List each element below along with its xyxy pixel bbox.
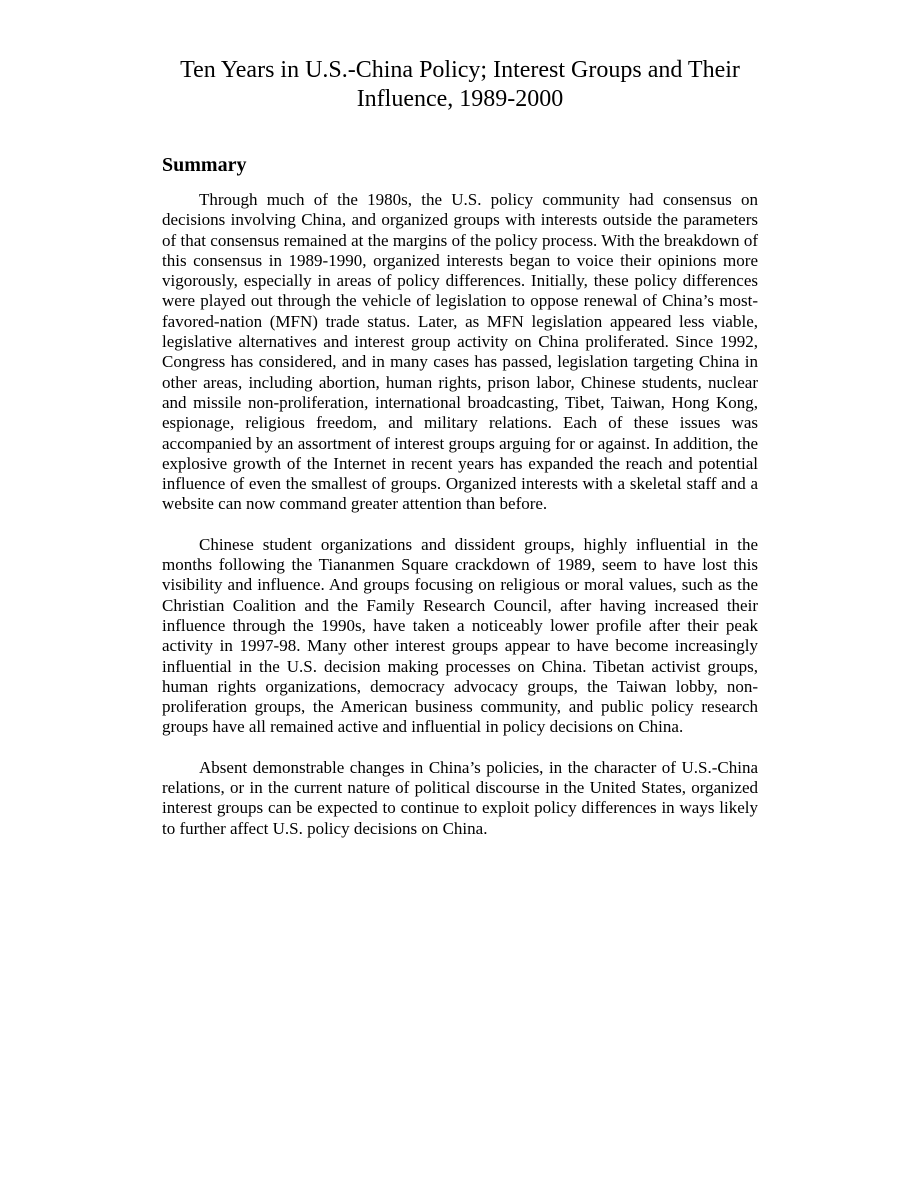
- summary-paragraph-1: Through much of the 1980s, the U.S. policy community had consensus on decisions involving China, and organized groups with interests outside the parameters of that consensus remained at the margins of the policy process. With the breakdown of this consensus in 1989-1990, organized interests began to voice their opinions more vigorously, especially in areas of policy differences. Initially, these policy differences were played out through the vehicle of legislation to oppose renewal of China’s most-favored-nation (MFN) trade status. Later, as MFN legislation appeared less viable, legislative alternatives and interest group activity on China proliferated. Since 1992, Congress has considered, and in many cases has passed, legislation targeting China in other areas, including abortion, human rights, prison labor, Chinese students, nuclear and missile non-proliferation, international broadcasting, Tibet, Taiwan, Hong Kong, espionage, religious freedom, and military relations. Each of these issues was accompanied by an assortment of interest groups arguing for or against. In addition, the explosive growth of the Internet in recent years has expanded the reach and potential influence of even the smallest of groups. Organized interests with a skeletal staff and a website can now command greater attention than before.: [162, 190, 758, 514]
- summary-paragraph-3: Absent demonstrable changes in China’s policies, in the character of U.S.-China relations, or in the current nature of political discourse in the United States, organized interest groups can be expected to continue to exploit policy differences in ways likely to further affect U.S. policy decisions on China.: [162, 757, 758, 838]
- document-title: Ten Years in U.S.-China Policy; Interest Groups and Their Influence, 1989-2000: [180, 57, 740, 112]
- summary-paragraph-2: Chinese student organizations and dissident groups, highly influential in the months following the Tiananmen Square crackdown of 1989, seem to have lost this visibility and influence. And groups focusing on religious or moral values, such as the Christian Coalition and the Family Research Council, after having increased their influence through the 1990s, have taken a noticeably lower profile after their peak activity in 1997-98. Many other interest groups appear to have become increasingly influential in the U.S. decision making processes on China. Tibetan activist groups, human rights organizations, democracy advocacy groups, the Taiwan lobby, non-proliferation groups, the American business community, and public policy research groups have all remained active and influential in policy decisions on China.: [162, 534, 758, 737]
- section-heading: Summary: [162, 154, 247, 176]
- document-page: [162, 56, 758, 839]
